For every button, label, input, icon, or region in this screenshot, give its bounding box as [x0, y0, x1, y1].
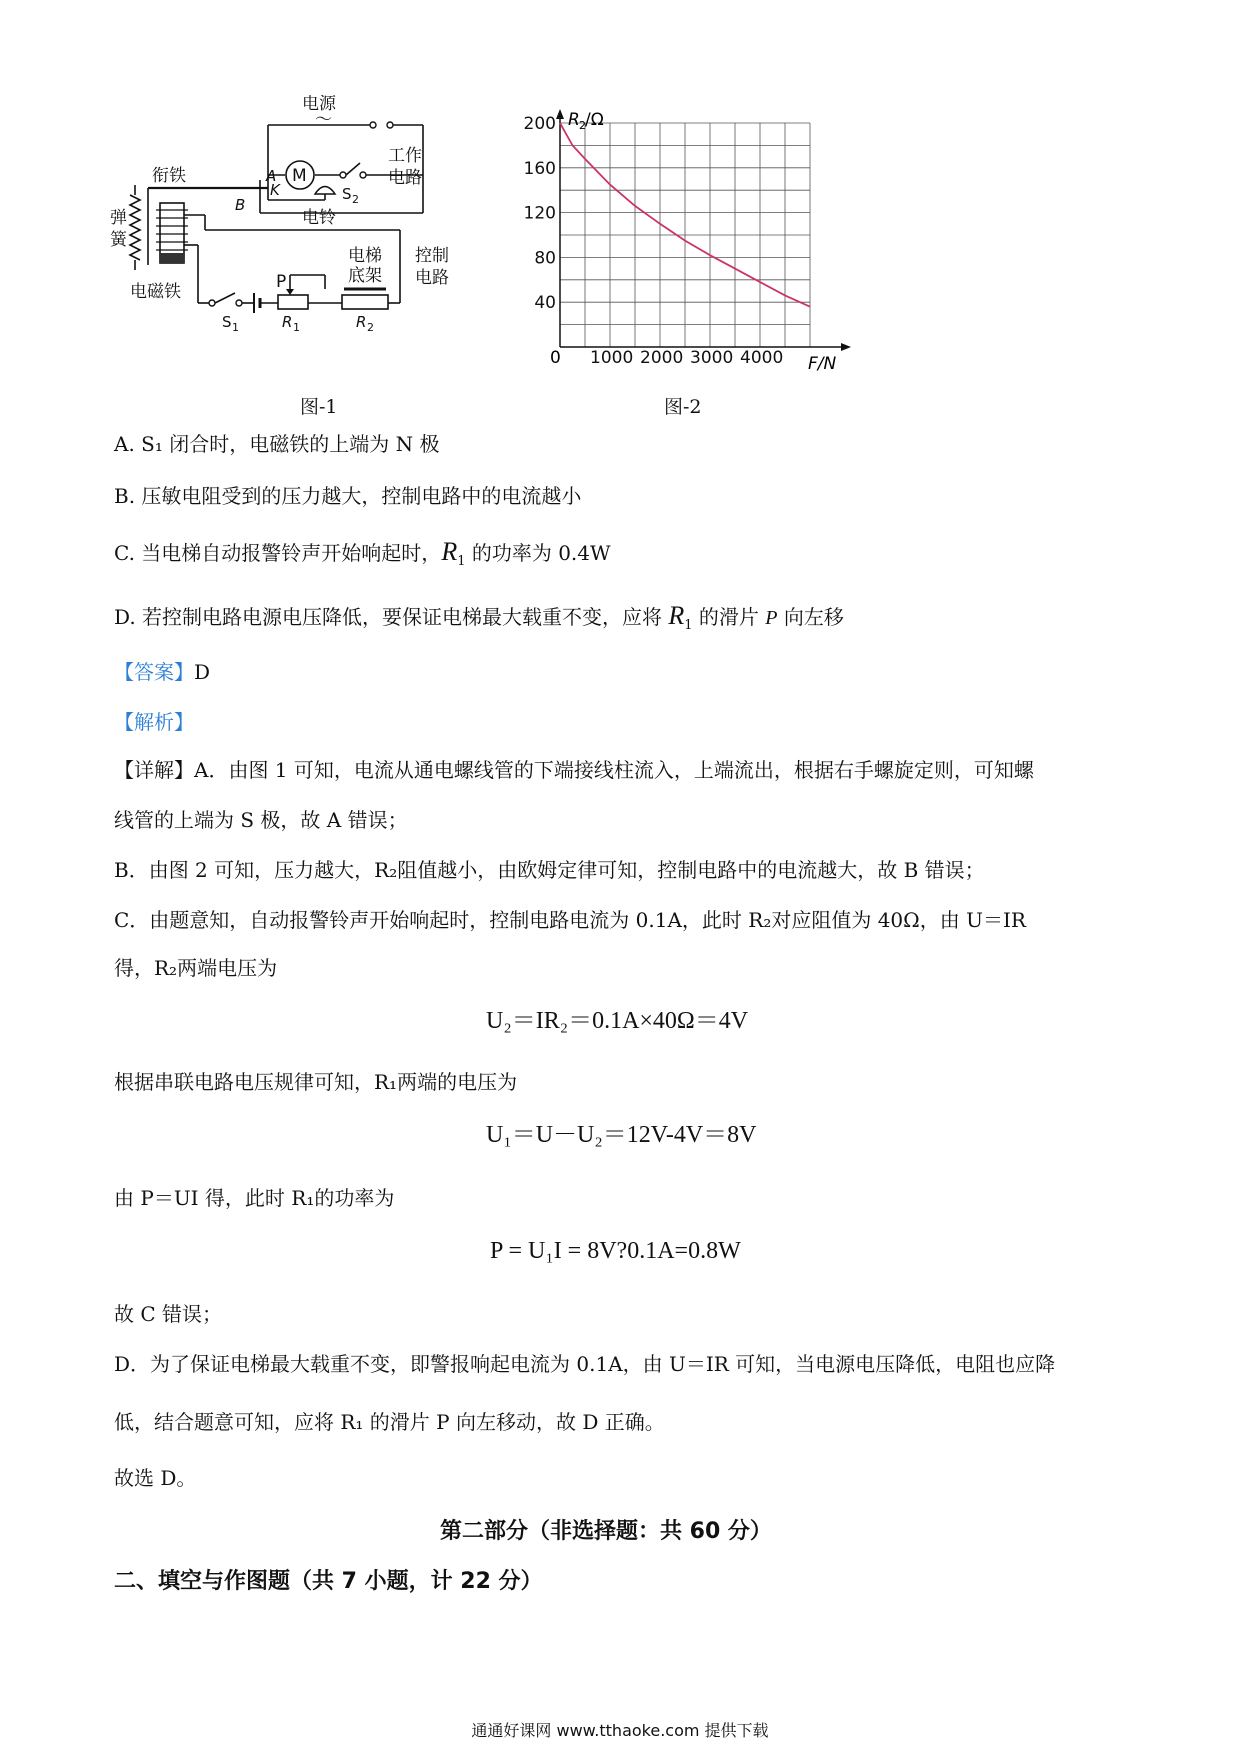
option-d-text: D. 若控制电路电源电压降低，要保证电梯最大载重不变，应将: [114, 605, 669, 629]
chart-xlabel: F/N: [808, 354, 837, 374]
contact-k-label: K: [270, 181, 280, 199]
option-d-var: R: [668, 601, 685, 630]
figure2-caption: 图-2: [664, 396, 702, 418]
motor-label: M: [292, 166, 307, 186]
elevator-label-2: 底架: [348, 266, 382, 286]
solution-line-8: 故 C 错误；: [114, 1302, 223, 1326]
chart-ylabel-unit: /Ω: [585, 110, 604, 130]
answer-label: 【答案】: [114, 660, 194, 684]
armature-label: 衔铁: [152, 166, 186, 186]
figure1-caption: 图-1: [300, 396, 338, 418]
r2-label: R: [356, 313, 367, 331]
circuit-diagram: [110, 95, 530, 380]
formula-p: P = U₁I = 8V?0.1A=0.8W: [490, 1238, 741, 1264]
option-c-tail: 的功率为 0.4W: [465, 541, 611, 565]
r1-sub: 1: [293, 321, 300, 334]
solution-line-2: 线管的上端为 S 极，故 A 错误；: [114, 808, 408, 832]
analysis-label: 【解析】: [114, 710, 194, 734]
solution-line-11: 故选 D。: [114, 1466, 197, 1490]
option-d-tail: 向左移: [777, 605, 844, 629]
chart-y-tick: 200: [523, 114, 556, 134]
option-c-text: C. 当电梯自动报警铃声开始响起时，: [114, 541, 442, 565]
p-label: P: [276, 272, 287, 292]
power-label: 电源: [302, 95, 336, 114]
contact-a-label: A: [266, 167, 277, 185]
bell-label: 电铃: [302, 208, 336, 228]
footer-credit: 通通好课网 www.tthaoke.com 提供下载: [471, 1721, 769, 1740]
contact-b-label: B: [235, 196, 246, 214]
chart-ylabel: R: [568, 110, 580, 130]
option-d-mid: 的滑片: [692, 605, 766, 629]
solution-line-7: 由 P＝UI 得，此时 R₁的功率为: [114, 1186, 395, 1210]
solution-line-1: 【详解】A．由图 1 可知，电流从通电螺线管的下端接线柱流入，上端流出，根据右手螺旋定则，可知螺: [114, 758, 1034, 782]
solution-line-4: C．由题意知，自动报警铃声开始响起时，控制电路电流为 0.1A，此时 R₂对应阻值为 40Ω，由 U＝IR: [114, 908, 1026, 932]
s1-sub: 1: [232, 321, 239, 334]
r2-sub: 2: [367, 321, 374, 334]
solution-line-10: 低，结合题意可知，应将 R₁ 的滑片 P 向左移动，故 D 正确。: [114, 1410, 665, 1434]
tilde-label: ～: [315, 110, 332, 130]
solution-line-3: B．由图 2 可知，压力越大，R₂阻值越小，由欧姆定律可知，控制电路中的电流越大，故 B 错误；: [114, 858, 985, 882]
formula-u1: U₁＝U－U₂＝12V-4V＝8V: [486, 1122, 757, 1148]
control-circuit-label-2: 电路: [415, 268, 449, 288]
s2-sub: 2: [352, 193, 359, 206]
chart-y-tick: 80: [534, 248, 556, 269]
solution-line-9: D．为了保证电梯最大载重不变，即警报响起电流为 0.1A，由 U＝IR 可知，当电源电压降低，电阻也应降: [114, 1352, 1056, 1376]
spring-label-1: 弹: [110, 208, 127, 228]
electromagnet-label: 电磁铁: [130, 282, 181, 302]
formula-u2: U₂＝IR₂＝0.1A×40Ω＝4V: [486, 1008, 749, 1034]
chart-y-tick: 160: [523, 158, 556, 179]
bell-icon: [315, 187, 335, 195]
chart-ylabel-sub: 2: [579, 119, 586, 132]
chart-x-tick: 1000: [590, 348, 634, 368]
option-d-p: P: [765, 607, 778, 629]
chart-y-tick: 120: [523, 203, 556, 224]
work-circuit-label-1: 工作: [388, 146, 422, 166]
resistance-force-chart: [520, 105, 860, 385]
s2-label: S: [342, 185, 352, 203]
chart-x-tick: 3000: [690, 348, 734, 368]
answer-value: D: [194, 660, 211, 684]
chart-x-tick: 2000: [640, 348, 684, 368]
spring-label-2: 簧: [110, 230, 127, 250]
r1-label: R: [282, 313, 293, 331]
s1-label: S: [222, 313, 232, 331]
part2-heading: 第二部分（非选择题：共 60 分）: [440, 1519, 772, 1544]
option-b: B. 压敏电阻受到的压力越大，控制电路中的电流越小: [114, 484, 582, 508]
option-c: [114, 538, 611, 576]
option-d-sub: 1: [684, 618, 693, 633]
work-circuit-label-2: 电路: [388, 168, 422, 188]
solution-line-5: 得，R₂两端电压为: [114, 956, 278, 980]
chart-origin-label: 0: [550, 348, 561, 368]
answer-line: [114, 658, 210, 686]
solution-line-6: 根据串联电路电压规律可知，R₁两端的电压为: [114, 1070, 518, 1094]
elevator-label-1: 电梯: [348, 246, 382, 266]
option-c-var: R: [441, 537, 458, 566]
section2-heading: 二、填空与作图题（共 7 小题，计 22 分）: [114, 1569, 543, 1594]
option-d: [114, 602, 844, 640]
option-a: A. S₁ 闭合时，电磁铁的上端为 N 极: [114, 432, 440, 456]
control-circuit-label-1: 控制: [415, 246, 449, 266]
option-c-sub: 1: [457, 554, 466, 569]
chart-y-tick: 40: [534, 293, 556, 314]
chart-x-tick: 4000: [740, 348, 784, 368]
